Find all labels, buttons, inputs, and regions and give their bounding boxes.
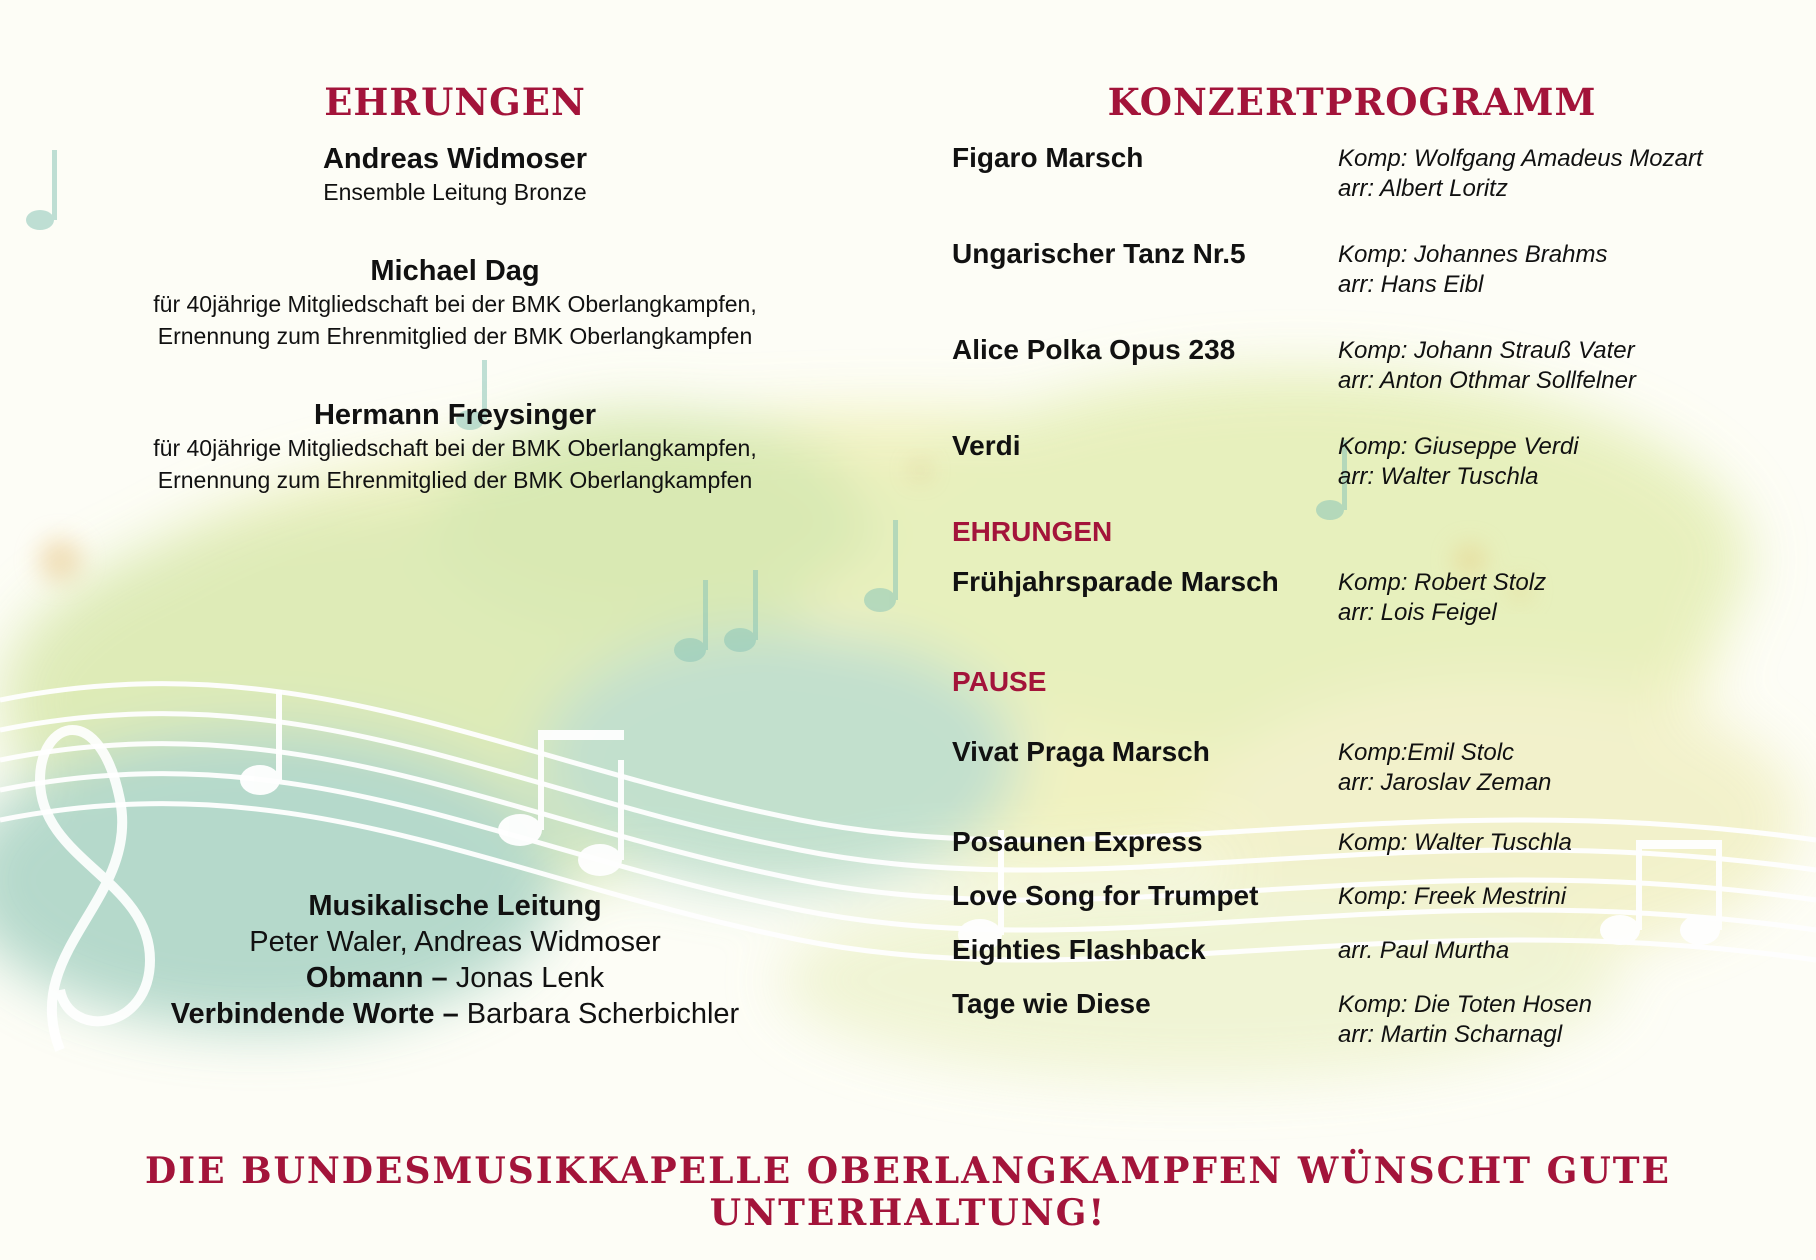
piece-credits <box>1338 988 1592 1050</box>
piece-credits <box>1338 430 1579 492</box>
program-item <box>952 934 1792 966</box>
credit-line: Komp:Emil Stolc <box>1338 739 1515 766</box>
program-column <box>952 80 1792 1050</box>
program-item <box>952 142 1792 204</box>
piece-title: Love Song for Trumpet <box>952 880 1259 911</box>
honor-description: Ernennung zum Ehrenmitglied der BMK Oberlangkampfen <box>157 323 753 349</box>
program-section-label: PAUSE <box>952 666 1047 697</box>
piece-credits <box>1338 334 1636 396</box>
piece-title: Vivat Praga Marsch <box>952 736 1210 767</box>
credit-line: Komp: Freek Mestrini <box>1338 883 1567 910</box>
honors-column <box>60 80 850 542</box>
credit-line: Komp: Giuseppe Verdi <box>1338 433 1579 460</box>
credit-line: Komp: Die Toten Hosen <box>1338 991 1592 1018</box>
honoree-name: Michael Dag <box>370 255 540 287</box>
piece-title: Figaro Marsch <box>952 142 1144 173</box>
honor-entry <box>60 254 850 352</box>
honoree-name: Hermann Freysinger <box>313 399 597 431</box>
credit-line: arr. Paul Murtha <box>1338 937 1510 964</box>
credit-line: Komp: Walter Tuschla <box>1338 829 1572 856</box>
footer <box>0 1150 1816 1234</box>
credit-line: arr: Jaroslav Zeman <box>1338 769 1552 796</box>
credit-line: arr: Walter Tuschla <box>1338 463 1539 490</box>
program-item <box>952 736 1792 798</box>
credit-line: arr: Hans Eibl <box>1338 271 1484 298</box>
program-item <box>952 334 1792 396</box>
program-item <box>952 238 1792 300</box>
credit-line: Komp: Johann Strauß Vater <box>1338 337 1635 364</box>
leadership-block <box>60 888 850 1032</box>
credit-line: arr: Anton Othmar Sollfelner <box>1338 367 1636 394</box>
program-heading: KONZERTPROGRAMM <box>1107 80 1597 124</box>
honor-description: Ensemble Leitung Bronze <box>323 179 587 205</box>
program-item <box>952 430 1792 492</box>
credit-line: arr: Lois Feigel <box>1338 599 1497 626</box>
piece-credits <box>1338 880 1566 912</box>
credit-line: arr: Martin Scharnagl <box>1338 1021 1563 1048</box>
host-label: Verbindende Worte – <box>170 998 459 1030</box>
program-item <box>952 566 1792 628</box>
host-name: Barbara Scherbichler <box>458 998 740 1030</box>
piece-title: Verdi <box>952 430 1021 461</box>
honor-entry <box>60 398 850 496</box>
footer-message: DIE BUNDESMUSIKKAPELLE OBERLANGKAMPFEN WÜNSCHT GUTE UNTERHALTUNG! <box>145 1150 1671 1234</box>
piece-title: Posaunen Express <box>952 826 1203 857</box>
piece-credits <box>1338 736 1551 798</box>
honors-heading: EHRUNGEN <box>324 80 586 124</box>
program-item <box>952 880 1792 912</box>
obmann-label: Obmann – <box>305 962 448 994</box>
music-direction-names: Peter Waler, Andreas Widmoser <box>249 926 661 958</box>
obmann-name: Jonas Lenk <box>447 962 605 994</box>
music-direction-label: Musikalische Leitung <box>308 890 602 922</box>
credit-line: Komp: Robert Stolz <box>1338 569 1547 596</box>
program-item <box>952 988 1792 1050</box>
honor-description: für 40jährige Mitgliedschaft bei der BMK Oberlangkampfen, <box>153 435 757 461</box>
piece-title: Ungarischer Tanz Nr.5 <box>952 238 1246 269</box>
piece-title: Tage wie Diese <box>952 988 1151 1019</box>
piece-title: Eighties Flashback <box>952 934 1206 965</box>
piece-title: Alice Polka Opus 238 <box>952 334 1236 365</box>
piece-credits <box>1338 934 1509 966</box>
honor-description: Ernennung zum Ehrenmitglied der BMK Oberlangkampfen <box>157 467 753 493</box>
program-item <box>952 826 1792 858</box>
program-list <box>952 142 1792 1050</box>
honoree-name: Andreas Widmoser <box>322 143 588 175</box>
host-line <box>60 996 850 1032</box>
piece-title: Frühjahrsparade Marsch <box>952 566 1279 597</box>
credit-line: arr: Albert Loritz <box>1338 175 1508 202</box>
credit-line: Komp: Wolfgang Amadeus Mozart <box>1338 145 1703 172</box>
piece-credits <box>1338 238 1607 300</box>
honor-entry <box>60 142 850 208</box>
piece-credits <box>1338 826 1572 858</box>
piece-credits <box>1338 142 1703 204</box>
obmann-line <box>60 960 850 996</box>
honor-description: für 40jährige Mitgliedschaft bei der BMK Oberlangkampfen, <box>153 291 757 317</box>
credit-line: Komp: Johannes Brahms <box>1338 241 1608 268</box>
program-section-label: EHRUNGEN <box>952 516 1113 547</box>
piece-credits <box>1338 566 1546 628</box>
